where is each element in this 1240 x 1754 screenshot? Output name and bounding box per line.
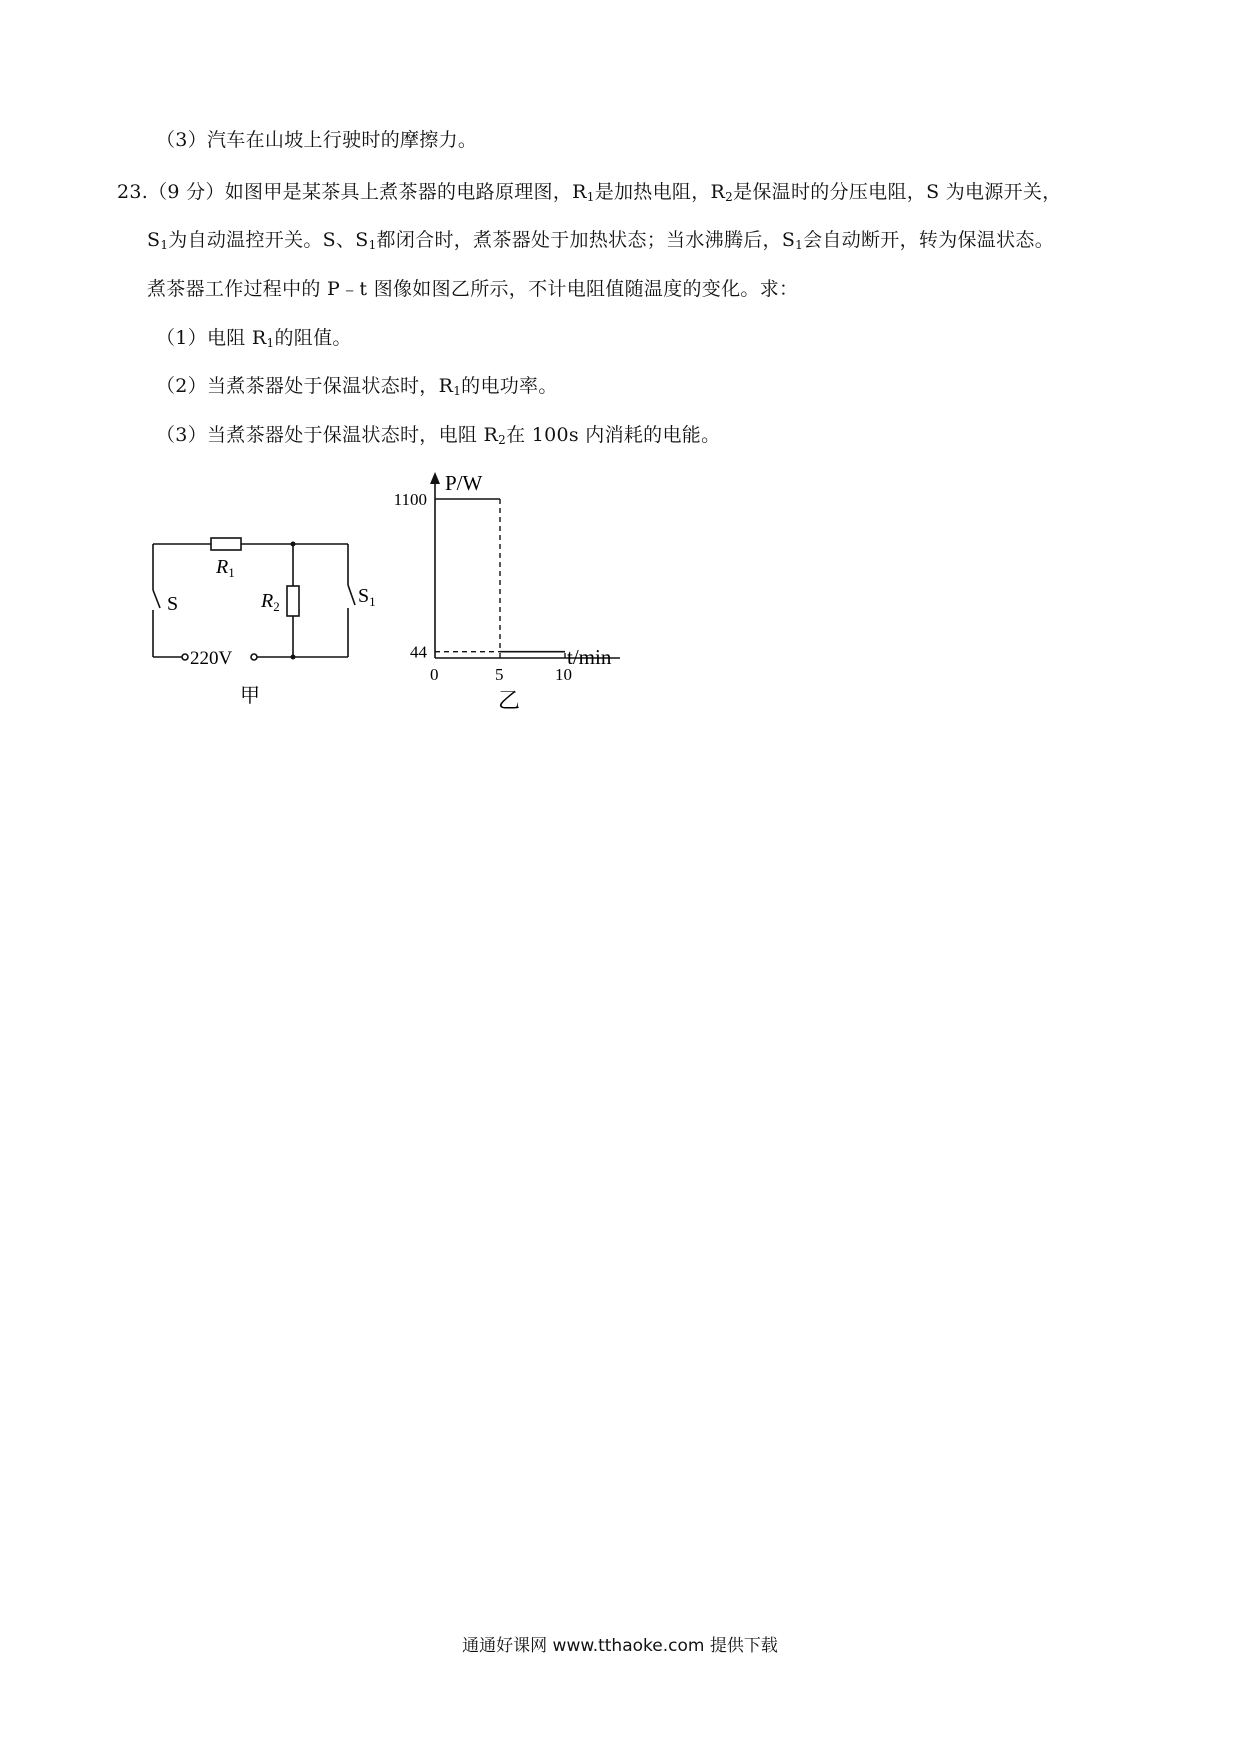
voltage-label: 220V bbox=[190, 648, 233, 669]
junction-top bbox=[291, 542, 296, 547]
terminal-right bbox=[251, 654, 257, 660]
sub-question-1: （1）电阻 $R_1$的阻值。 bbox=[156, 327, 352, 350]
switch-s1 bbox=[348, 585, 355, 605]
x-tick-label: 5 bbox=[495, 665, 504, 684]
chart-caption-yi: 乙 bbox=[498, 688, 521, 713]
x-tick-label: 0 bbox=[430, 665, 439, 684]
question-23-line-3: 煮茶器工作过程中的 P﹣t 图像如图乙所示，不计电阻值随温度的变化。求： bbox=[147, 278, 799, 300]
terminal-left bbox=[182, 654, 188, 660]
x-tick-label: 10 bbox=[555, 665, 572, 684]
switch-s bbox=[153, 590, 160, 608]
power-time-chart bbox=[370, 470, 660, 720]
diagram-caption-jia: 甲 bbox=[240, 685, 260, 707]
x-axis-label: t/min bbox=[567, 645, 612, 669]
question-23-line-1: 23.（9 分）如图甲是某茶具上煮茶器的电路原理图，$R_1$是加热电阻，$R_2$是保温时的分压电阻，S 为电源开关， bbox=[117, 181, 1062, 204]
page-footer: 通通好课网 www.tthaoke.com 提供下载 bbox=[462, 1636, 778, 1656]
s1-label: $S_1$ bbox=[358, 585, 376, 609]
question-23-line-2: $S_1$为自动温控开关。S、$S_1$都闭合时，煮茶器处于加热状态；当水沸腾后，$S_1$会自动断开，转为保温状态。 bbox=[147, 229, 1055, 252]
sub-question-3: （3）当煮茶器处于保温状态时，电阻 $R_2$在 100s 内消耗的电能。 bbox=[156, 424, 721, 447]
junction-bottom bbox=[291, 655, 296, 660]
y-tick-label: 1100 bbox=[393, 490, 427, 509]
previous-question-item-3: （3）汽车在山坡上行驶时的摩擦力。 bbox=[156, 129, 478, 151]
y-axis-arrow bbox=[430, 472, 440, 484]
r1-label: $R_1$ bbox=[216, 556, 235, 580]
y-tick-label: 44 bbox=[410, 642, 427, 662]
sub-question-2: （2）当煮茶器处于保温状态时，$R_1$的电功率。 bbox=[156, 375, 558, 398]
s-label: S bbox=[167, 593, 179, 615]
r2-label: $R_2$ bbox=[261, 590, 280, 614]
y-axis-label: P/W bbox=[445, 471, 483, 495]
resistor-r1 bbox=[211, 538, 241, 550]
circuit-diagram bbox=[145, 530, 395, 710]
resistor-r2 bbox=[287, 586, 299, 616]
